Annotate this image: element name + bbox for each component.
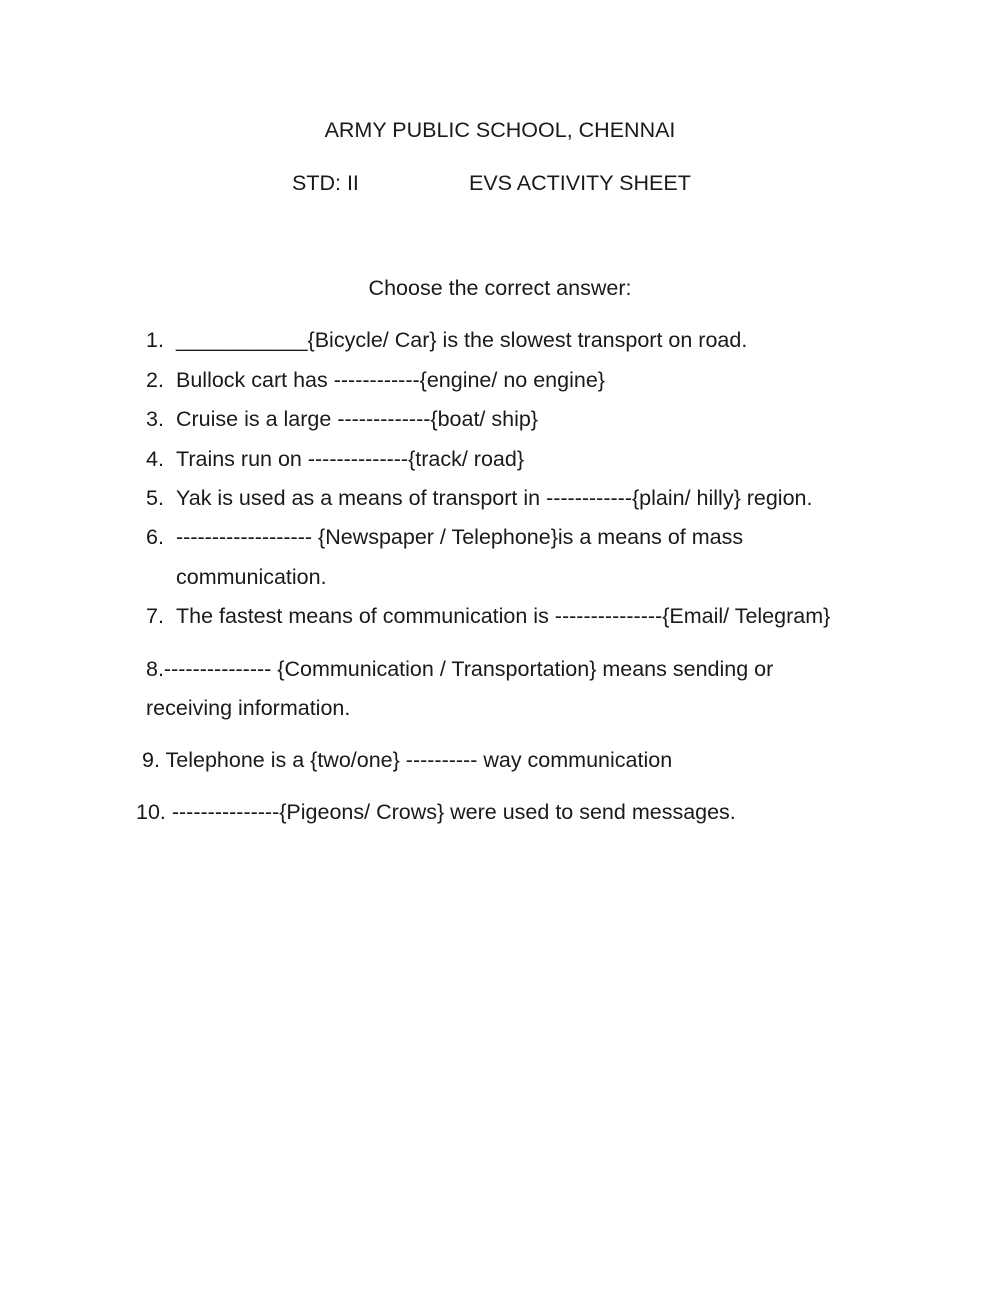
sheet-title: EVS ACTIVITY SHEET (469, 171, 691, 195)
instruction-text: Choose the correct answer: (368, 276, 632, 300)
question-text: Bullock cart has ------------{engine/ no engine} (176, 368, 605, 392)
question-number: 4. (146, 447, 164, 471)
question-number: 1. (146, 328, 164, 352)
question-text: Yak is used as a means of transport in ------------{plain/ hilly} region. (176, 486, 813, 510)
question-text-continued: receiving information. (146, 696, 351, 720)
question-text: Cruise is a large -------------{boat/ ship} (176, 407, 538, 431)
question-number: 7. (146, 604, 164, 628)
question-text: Trains run on --------------{track/ road} (176, 447, 525, 471)
question-text: The fastest means of communication is ---------------{Email/ Telegram} (176, 604, 831, 628)
question-text: 10. ---------------{Pigeons/ Crows} were used to send messages. (136, 800, 736, 824)
standard-label: STD: II (292, 171, 359, 195)
school-name: ARMY PUBLIC SCHOOL, CHENNAI (324, 118, 676, 142)
question-number: 6. (146, 525, 164, 549)
question-number: 3. (146, 407, 164, 431)
question-number: 5. (146, 486, 164, 510)
question-text-continued: communication. (176, 565, 327, 589)
question-text: 9. Telephone is a {two/one} ---------- way communication (142, 748, 673, 772)
question-text: ___________{Bicycle/ Car} is the slowest transport on road. (176, 328, 748, 352)
question-text: 8.--------------- {Communication / Transportation} means sending or (146, 657, 774, 681)
question-number: 2. (146, 368, 164, 392)
question-text: ------------------- {Newspaper / Telephone}is a means of mass (176, 525, 744, 549)
